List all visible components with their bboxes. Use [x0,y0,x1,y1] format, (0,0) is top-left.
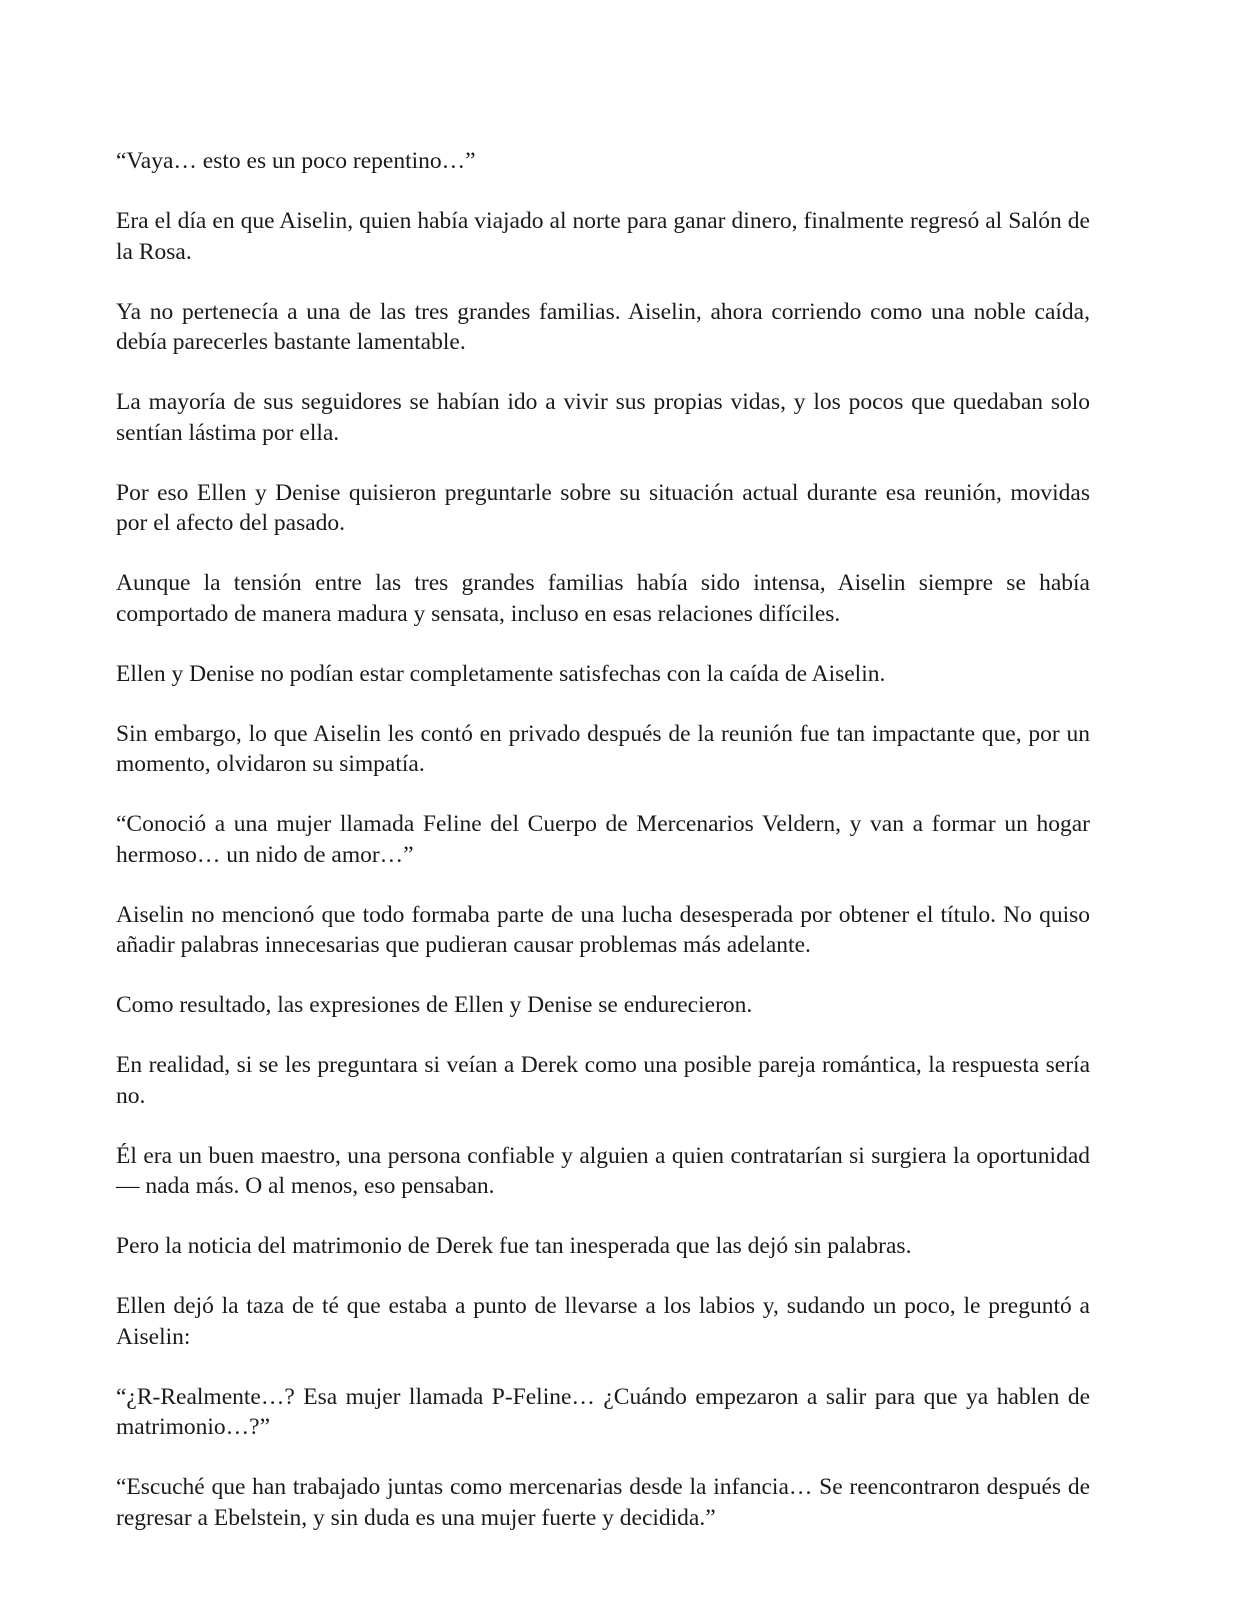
paragraph: La mayoría de sus seguidores se habían ido a vivir sus propias vidas, y los pocos que quedaban solo sentían lástima por ella. [116,389,1090,446]
paragraph: Aiselin no mencionó que todo formaba parte de una lucha desesperada por obtener el título. No quiso añadir palabras innecesarias que pudieran causar problemas más adelante. [116,901,1090,958]
paragraph: Él era un buen maestro, una persona confiable y alguien a quien contratarían si surgiera la oportunidad — nada más. O al menos, eso pensaban. [116,1142,1090,1199]
paragraph: Ya no pertenecía a una de las tres grandes familias. Aiselin, ahora corriendo como una noble caída, debía parecerles bastante lamentable. [116,298,1090,355]
paragraph: Era el día en que Aiselin, quien había viajado al norte para ganar dinero, finalmente regresó al Salón de la Rosa. [116,208,1090,265]
paragraph: Pero la noticia del matrimonio de Derek fue tan inesperada que las dejó sin palabras. [116,1233,912,1259]
paragraph: Ellen y Denise no podían estar completamente satisfechas con la caída de Aiselin. [116,660,886,687]
paragraph: “Escuché que han trabajado juntas como mercenarias desde la infancia… Se reencontraron después de regresar a Ebelstein, y sin duda es una mujer fuerte y decidida.” [116,1474,1090,1531]
paragraph: Como resultado, las expresiones de Ellen y Denise se endurecieron. [116,992,753,1018]
paragraph: Ellen dejó la taza de té que estaba a punto de llevarse a los labios y, sudando un poco, le preguntó a Aiselin: [116,1293,1090,1350]
paragraph: Por eso Ellen y Denise quisieron preguntarle sobre su situación actual durante esa reunión, movidas por el afecto del pasado. [116,479,1090,536]
body-text [116,146,1090,1563]
paragraph: Sin embargo, lo que Aiselin les contó en privado después de la reunión fue tan impactante que, por un momento, olvidaron su simpatía. [116,720,1090,777]
paragraph: “¿R-Realmente…? Esa mujer llamada P-Feline… ¿Cuándo empezaron a salir para que ya hablen de matrimonio…?” [116,1383,1090,1440]
paragraph: Aunque la tensión entre las tres grandes familias había sido intensa, Aiselin siempre se había comportado de manera madura y sensata, incluso en esas relaciones difíciles. [116,570,1090,627]
paragraph: “Conoció a una mujer llamada Feline del Cuerpo de Mercenarios Veldern, y van a formar un hogar hermoso… un nido de amor…” [116,811,1090,868]
paragraph: En realidad, si se les preguntara si veían a Derek como una posible pareja romántica, la respuesta sería no. [116,1052,1090,1109]
paragraph: “Vaya… esto es un poco repentino…” [116,148,476,174]
